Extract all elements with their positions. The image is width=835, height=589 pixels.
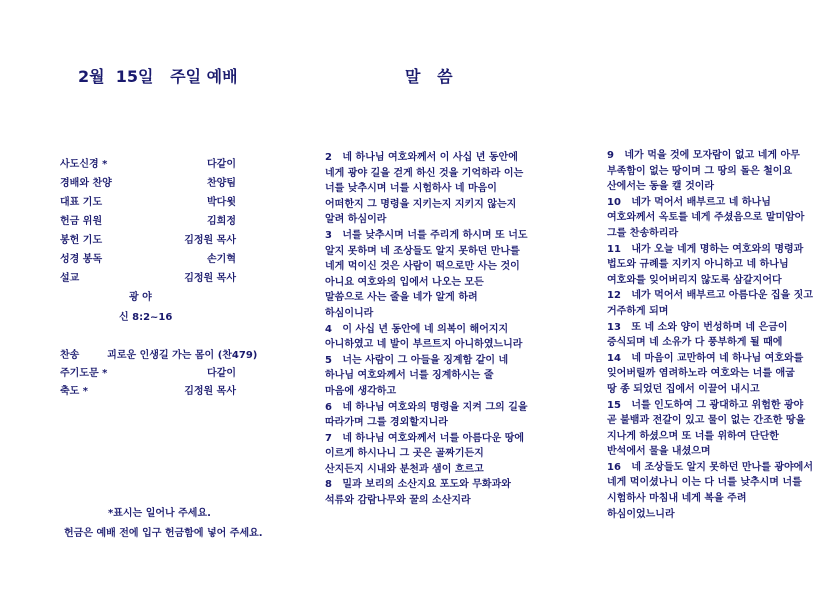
scripture-line: 마음에 생각하고 — [325, 385, 397, 397]
scripture-line: 11 내가 오늘 네게 명하는 여호와의 명령과 — [607, 243, 804, 255]
order-item: 대표 기도 — [60, 197, 103, 208]
offering-note: 헌금은 예배 전에 입구 헌금함에 넣어 주세요. — [64, 528, 263, 539]
scripture-line: 14 네 마음이 교만하여 네 하나님 여호와를 — [607, 352, 804, 364]
order-leader: 다같이 — [207, 159, 236, 170]
scripture-heading: 말 씀 — [405, 67, 453, 86]
scripture-line: 하심이었느니라 — [607, 508, 675, 520]
scripture-line: 알지 못하며 네 조상들도 알지 못하던 만나를 — [325, 245, 520, 257]
order-item: 봉헌 기도 — [60, 235, 103, 246]
order-item: 경배와 찬양 — [60, 178, 112, 189]
order-leader: 김정원 목사 — [184, 235, 236, 246]
order-row — [60, 174, 236, 188]
scripture-line: 법도와 규례를 지키지 아니하고 네 하나님 — [607, 259, 789, 271]
service-title: 2월 15일 주일 예배 — [78, 67, 238, 86]
order-item: 축도 * — [60, 386, 89, 397]
scripture-line: 하나님 여호와께서 너를 징계하시는 줄 — [325, 370, 494, 382]
scripture-line: 여호와를 잊어버리지 않도록 삼갈지어다 — [607, 274, 782, 286]
scripture-line: 하심이니라 — [325, 307, 374, 319]
order-item: 설교 — [60, 273, 80, 284]
order-leader: 김희정 — [207, 216, 236, 227]
scripture-line: 거주하게 되며 — [607, 305, 669, 317]
order-leader: 다같이 — [207, 368, 236, 379]
order-row — [60, 193, 236, 207]
scripture-line: 아니요 여호와의 입에서 나오는 모든 — [325, 276, 484, 288]
scripture-line: 부족함이 없는 땅이며 그 땅의 돌은 철이요 — [607, 165, 793, 177]
scripture-line: 네게 광야 길을 걷게 하신 것을 기억하라 이는 — [325, 167, 524, 179]
scripture-line: 5 너는 사람이 그 아들을 징계함 같이 네 — [325, 354, 509, 366]
order-item: 주기도문 * — [60, 368, 108, 379]
scripture-line: 15 너를 인도하여 그 광대하고 위험한 광야 — [607, 399, 804, 411]
order-row — [60, 382, 236, 396]
scripture-line: 3 너를 낮추시며 너를 주리게 하시며 또 너도 — [325, 229, 528, 241]
scripture-line: 16 네 조상들도 알지 못하던 만나를 광야에서 — [607, 461, 813, 473]
order-leader: 찬양팀 — [207, 178, 236, 189]
order-row — [60, 155, 236, 169]
order-item: 찬송 괴로운 인생길 가는 몸이 (찬479) — [60, 350, 258, 361]
scripture-line: 7 네 하나님 여호와께서 너를 아름다운 땅에 — [325, 432, 525, 444]
scripture-line: 9 네가 먹을 것에 모자람이 없고 네게 아무 — [607, 150, 800, 161]
order-row — [60, 269, 236, 283]
scripture-line: 네게 먹이신 것은 사람이 떡으로만 사는 것이 — [325, 261, 520, 273]
scripture-line: 알려 하심이라 — [325, 214, 387, 226]
scripture-line: 8 밀과 보리의 소산지요 포도와 무화과와 — [325, 479, 511, 491]
scripture-column-left — [325, 150, 528, 509]
order-leader: 손기혁 — [207, 254, 236, 265]
scripture-line: 말씀으로 사는 줄을 네가 알게 하려 — [325, 292, 478, 304]
order-leader: 김정원 목사 — [184, 273, 236, 284]
scripture-column-right — [607, 148, 813, 522]
scripture-line: 산지든지 시내와 분천과 샘이 흐르고 — [325, 463, 484, 475]
scripture-line: 지나게 하셨으며 또 너를 위하여 단단한 — [607, 430, 779, 442]
scripture-line: 곧 불뱀과 전갈이 있고 물이 없는 간조한 땅을 — [607, 415, 806, 427]
scripture-line: 어떠한지 그 명령을 지키는지 지키지 않는지 — [325, 198, 517, 210]
scripture-line: 6 네 하나님 여호와의 명령을 지켜 그의 길을 — [325, 401, 528, 413]
scripture-line: 2 네 하나님 여호와께서 이 사십 년 동안에 — [325, 152, 518, 163]
order-leader: 박다윗 — [207, 197, 236, 208]
scripture-line: 증식되며 네 소유가 다 풍부하게 될 때에 — [607, 337, 783, 349]
standing-note: *표시는 일어나 주세요. — [108, 508, 211, 519]
scripture-line: 그를 찬송하리라 — [607, 227, 679, 239]
sermon-title: 광 야 — [129, 292, 152, 303]
scripture-line: 산에서는 동을 캘 것이라 — [607, 181, 715, 193]
order-leader: 김정원 목사 — [184, 386, 236, 397]
scripture-line: 여호와께서 옥토를 네게 주셨음으로 말미암아 — [607, 212, 805, 224]
scripture-line: 따라가며 그를 경외할지니라 — [325, 417, 448, 429]
order-row — [60, 364, 236, 378]
scripture-line: 13 또 네 소와 양이 번성하며 네 은금이 — [607, 321, 788, 333]
scripture-line: 12 네가 먹어서 배부르고 아름다운 집을 짓고 — [607, 290, 813, 302]
order-item: 성경 봉독 — [60, 254, 103, 265]
scripture-line: 이르게 하시나니 그 곳은 골짜기든지 — [325, 448, 484, 460]
scripture-line: 너를 낮추시며 너를 시험하사 네 마음이 — [325, 183, 497, 195]
scripture-line: 석류와 감람나무와 꿀의 소산지라 — [325, 495, 471, 507]
scripture-line: 10 네가 먹어서 배부르고 네 하나님 — [607, 196, 771, 208]
scripture-line: 네게 먹이셨나니 이는 다 너를 낮추시며 너를 — [607, 477, 802, 489]
order-row — [60, 250, 236, 264]
scripture-line: 4 이 사십 년 동안에 네 의복이 해어지지 — [325, 323, 509, 335]
order-row — [60, 231, 236, 245]
scripture-line: 시험하사 마침내 네게 복을 주려 — [607, 493, 747, 505]
order-row — [60, 212, 236, 226]
scripture-line: 땅 종 되었던 집에서 이끌어 내시고 — [607, 383, 760, 395]
sermon-reference: 신 8:2~16 — [119, 312, 173, 323]
scripture-line: 반석에서 물을 내셨으며 — [607, 446, 711, 458]
order-item: 헌금 위원 — [60, 216, 103, 227]
scripture-line: 잊어버릴까 염려하노라 여호와는 너를 애굽 — [607, 368, 795, 380]
scripture-line: 아니하였고 네 발이 부르트지 아니하였느니라 — [325, 339, 523, 351]
order-item: 사도신경 * — [60, 159, 108, 170]
order-row — [60, 346, 258, 361]
